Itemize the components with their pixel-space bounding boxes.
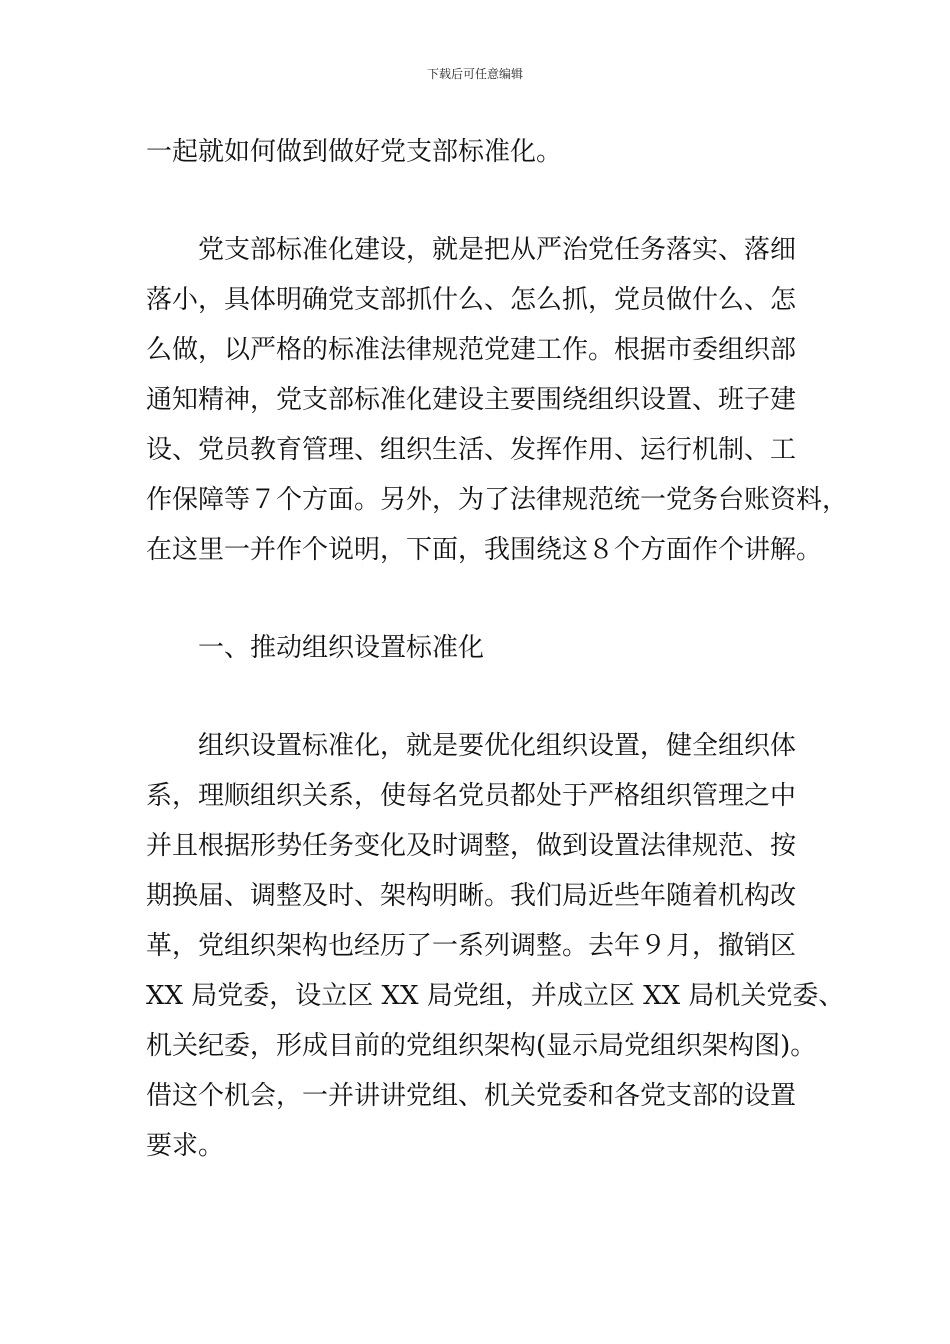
- text-line: 机关纪委，形成目前的党组织架构(显示局党组织架构图)。: [146, 1031, 817, 1061]
- text-line: 一起就如何做到做好党支部标准化。: [146, 137, 563, 167]
- text-line: XX 局党委，设立区 XX 局党组，并成立区 XX 局机关党委、: [146, 981, 845, 1011]
- page-header: 下载后可任意编辑: [426, 67, 523, 81]
- text-line: 在这里一并作个说明，下面，我围绕这８个方面作个讲解。: [146, 535, 823, 565]
- text-line: 设、党员教育管理、组织生活、发挥作用、运行机制、工: [146, 435, 797, 465]
- section-heading: 一、推动组织设置标准化: [198, 633, 485, 663]
- text-line: 革，党组织架构也经历了一系列调整。去年９月，撤销区: [146, 931, 797, 961]
- text-line: 期换届、调整及时、架构明晰。我们局近些年随着机构改: [146, 881, 797, 911]
- paragraph-first-line: 组织设置标准化，就是要优化组织设置，健全组织体: [198, 731, 797, 761]
- text-line: 并且根据形势任务变化及时调整，做到设置法律规范、按: [146, 831, 797, 861]
- text-line: 落小，具体明确党支部抓什么、怎么抓，党员做什么、怎: [146, 285, 797, 315]
- text-line: 借这个机会，一并讲讲党组、机关党委和各党支部的设置: [146, 1081, 797, 1111]
- text-line: 要求。: [146, 1131, 225, 1161]
- text-line: 么做，以严格的标准法律规范党建工作。根据市委组织部: [146, 335, 797, 365]
- text-line: 系，理顺组织关系，使每名党员都处于严格组织管理之中: [146, 781, 797, 811]
- text-line: 作保障等７个方面。另外，为了法律规范统一党务台账资料，: [146, 485, 849, 515]
- paragraph-first-line: 党支部标准化建设，就是把从严治党任务落实、落细: [198, 235, 797, 265]
- text-line: 通知精神，党支部标准化建设主要围绕组织设置、班子建: [146, 385, 797, 415]
